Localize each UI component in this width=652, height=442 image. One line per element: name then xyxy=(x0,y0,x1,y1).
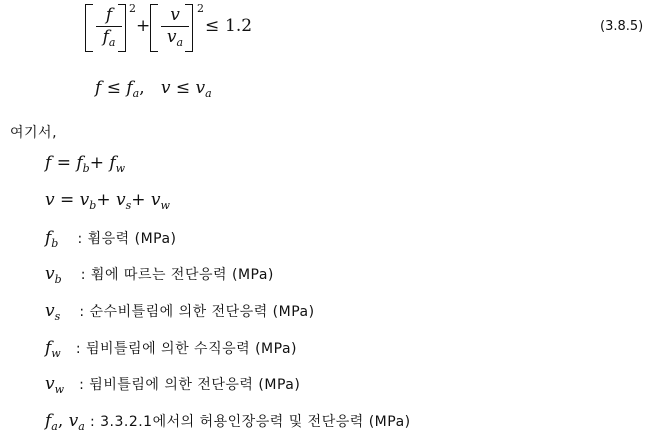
legend-symbol: $f_a$, $v_a$ xyxy=(45,411,85,433)
legend-description: : 뒴비틀림에 의한 전단응력 (MPa) xyxy=(79,377,301,393)
legend-row-vb xyxy=(45,264,274,290)
legend-row-fa-va xyxy=(45,411,411,437)
legend-symbol: $v_s$ xyxy=(45,301,61,323)
where-label: 여기서, xyxy=(10,125,58,141)
exponent: 2 xyxy=(129,2,136,15)
less-equal-sign: ≤ xyxy=(205,16,220,36)
right-bracket-1 xyxy=(118,4,126,52)
fraction-denominator: $v_a$ xyxy=(166,27,184,49)
legend-symbol: $v_w$ xyxy=(45,374,65,396)
right-bracket-2 xyxy=(185,4,193,52)
left-bracket-1 xyxy=(85,4,93,52)
fraction-numerator: f xyxy=(105,5,113,25)
f-definition: $f = f_b+ f_w$ xyxy=(45,153,126,175)
legend-description: : 뒴비틀림에 의한 수직응력 (MPa) xyxy=(75,341,297,357)
legend-description: : 3.3.2.1에서의 허용인장응력 및 전단응력 (MPa) xyxy=(89,414,411,430)
legend-symbol: $f_w$ xyxy=(45,338,61,360)
legend-description: : 순수비틀림에 의한 전단응력 (MPa) xyxy=(79,304,315,320)
legend-row-vs xyxy=(45,301,315,327)
main-equation xyxy=(85,4,285,52)
fraction-denominator: $f_a$ xyxy=(102,27,116,49)
legend-row-fb xyxy=(45,228,177,254)
legend-description: : 휨응력 (MPa) xyxy=(77,231,177,247)
legend-symbol: $f_b$ xyxy=(45,228,59,250)
legend-description: : 휨에 따르는 전단응력 (MPa) xyxy=(80,267,274,283)
rhs-value: 1.2 xyxy=(225,16,253,36)
legend-symbol: $v_b$ xyxy=(45,264,62,286)
exponent: 2 xyxy=(197,2,204,15)
plus-sign: + xyxy=(136,16,151,36)
legend-row-fw xyxy=(45,338,297,364)
legend-row-vw xyxy=(45,374,300,400)
left-bracket-2 xyxy=(150,4,158,52)
condition-equation: $f \le f_a$, $v \le v_a$ xyxy=(95,78,212,100)
fraction-numerator: v xyxy=(170,5,180,25)
equation-number: (3.8.5) xyxy=(600,19,644,34)
v-definition: $v = v_b+ v_s+ v_w$ xyxy=(45,190,170,212)
